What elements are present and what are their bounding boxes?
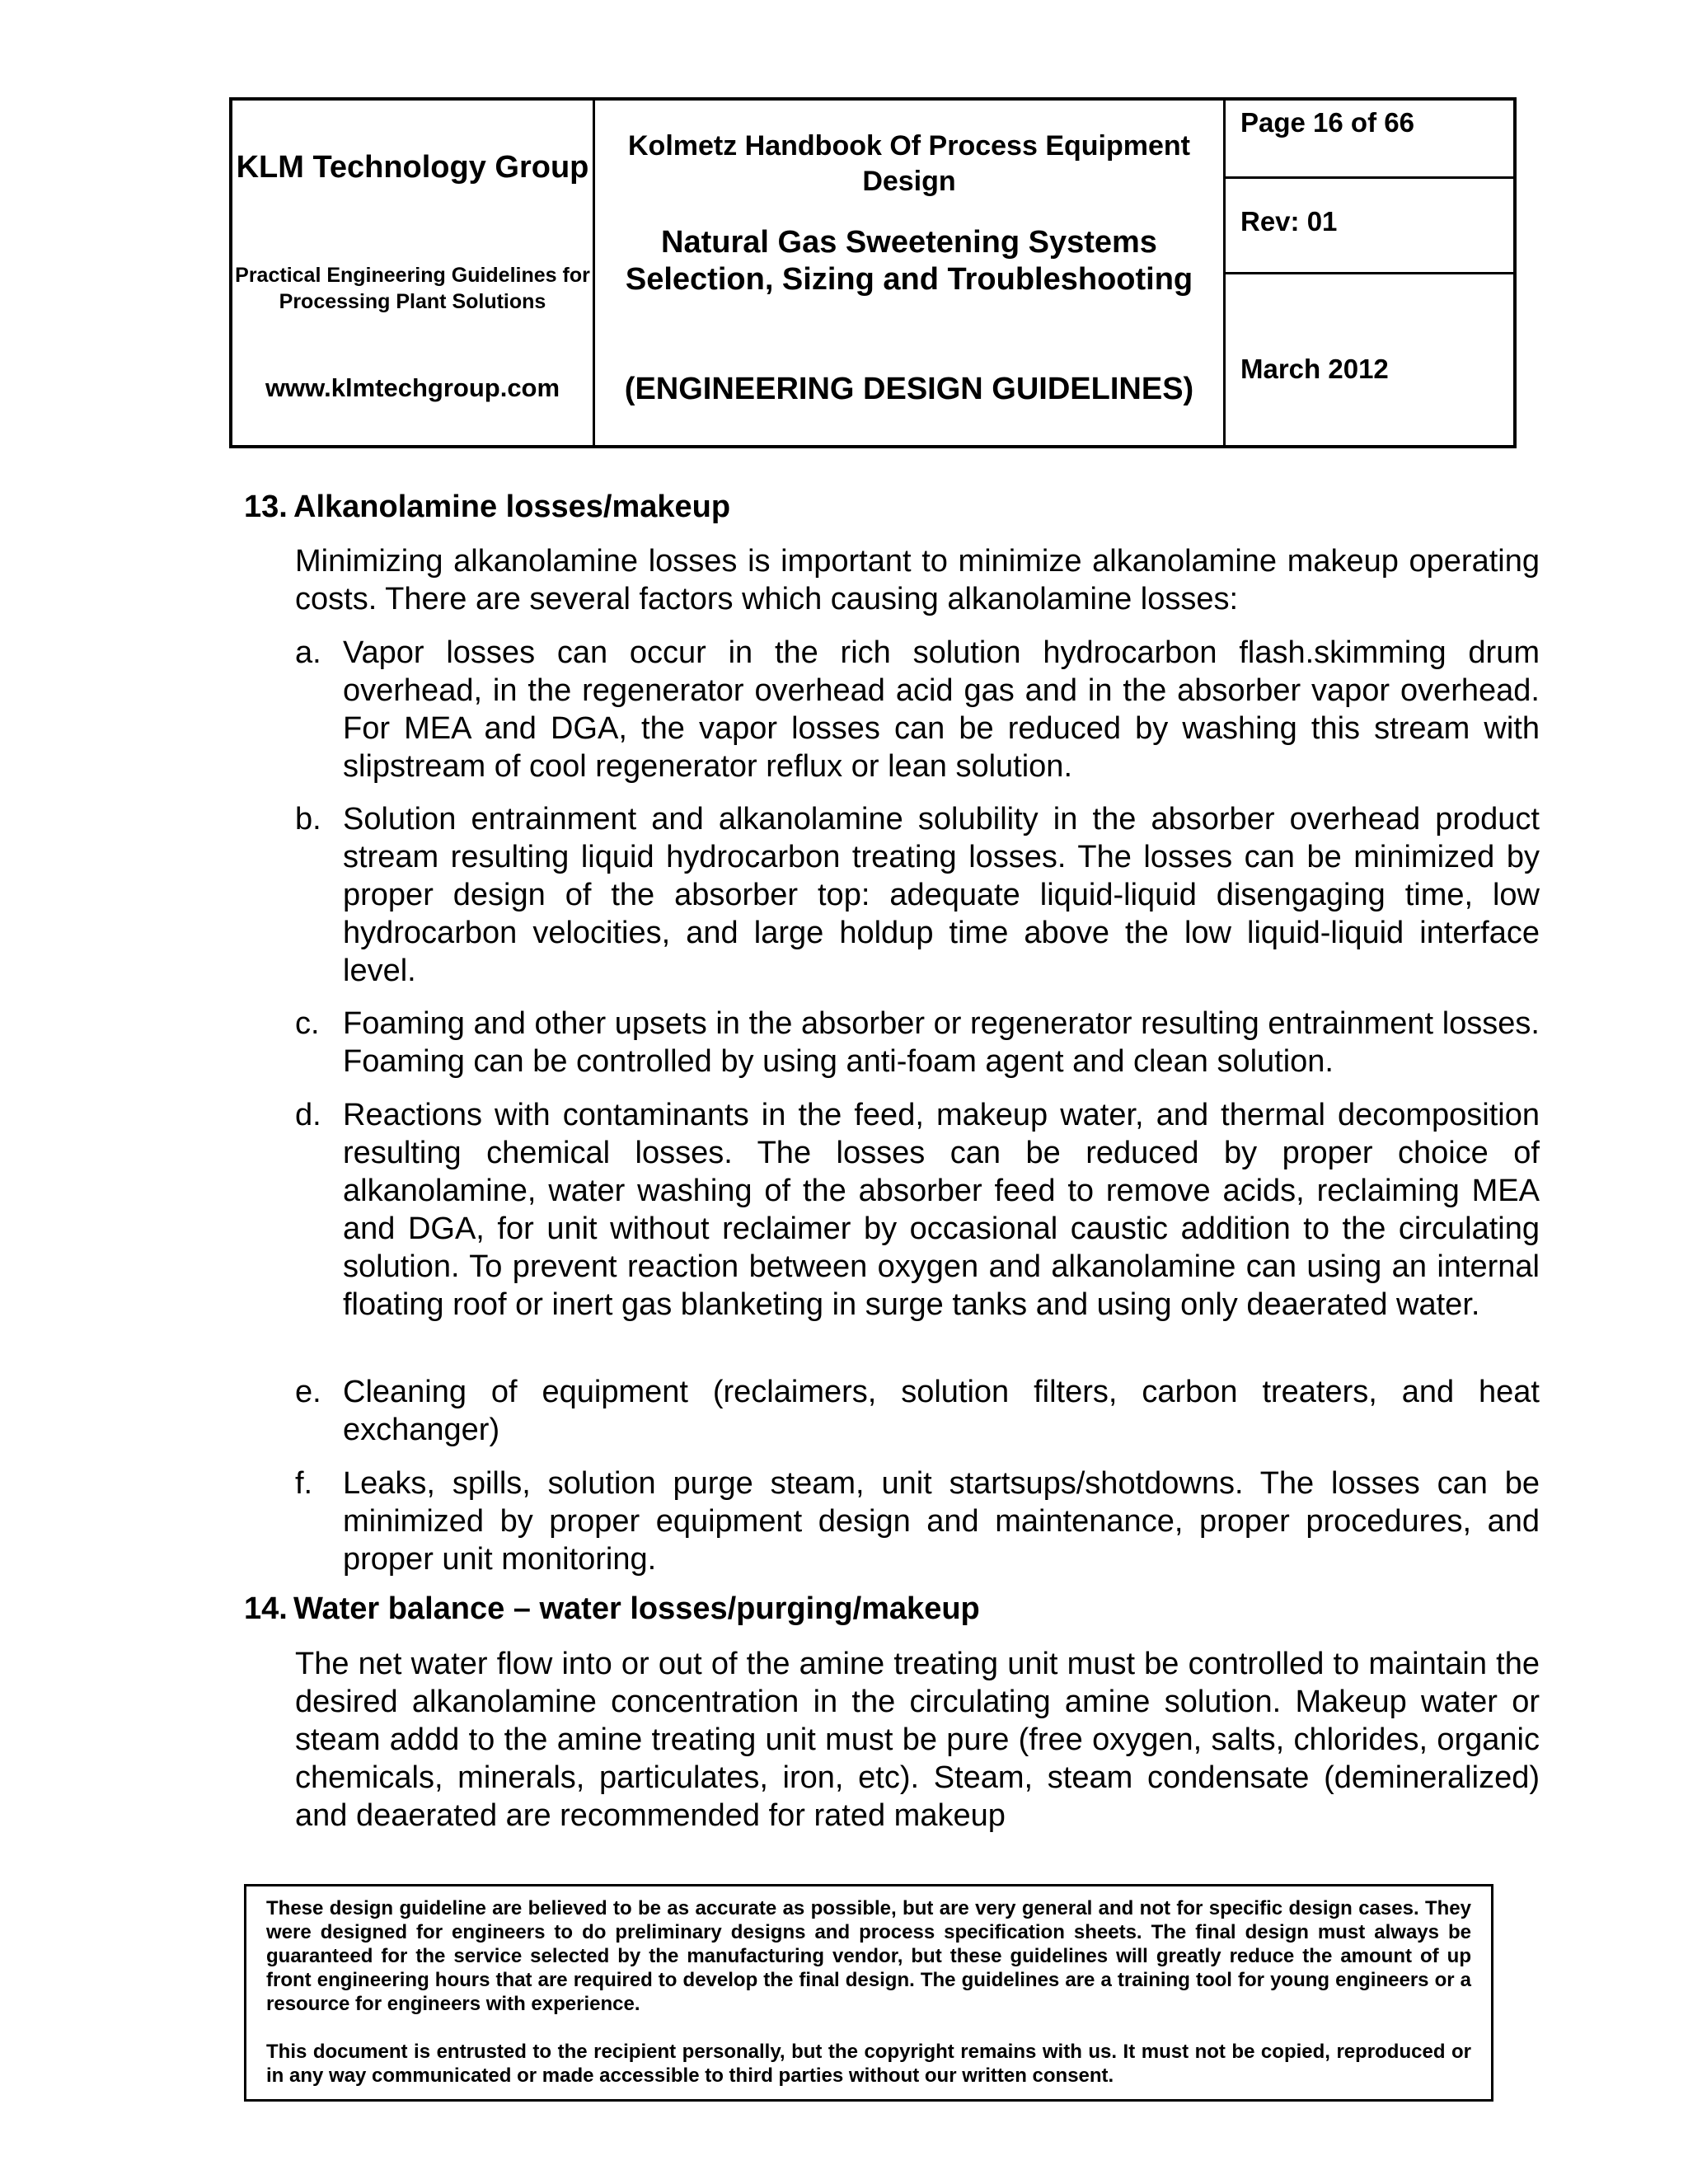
company-tagline: Practical Engineering Guidelines for Processing Plant Solutions	[235, 264, 590, 313]
list-item-label: e.	[295, 1375, 321, 1409]
header-left-cell	[232, 101, 595, 445]
revision: Rev: 01	[1226, 179, 1513, 274]
section-intro: Minimizing alkanolamine losses is important to minimize alkanolamine makeup operating costs. There are several factors which causing alkanolamine losses:	[295, 544, 1540, 616]
section-heading	[244, 488, 730, 526]
list-item-text: Foaming and other upsets in the absorber or regenerator resulting entrainment losses. Foaming can be controlled by using anti-foam agent and clean solution.	[343, 1006, 1540, 1079]
section-title: Alkanolamine losses/makeup	[293, 490, 731, 524]
list-item-label: d.	[295, 1098, 321, 1132]
list-item-text: Solution entrainment and alkanolamine solubility in the absorber overhead product stream resulting liquid hydrocarbon treating losses. The losses can be minimized by proper design of the absorber top: adequate liquid-liquid disengaging time, low hydrocarbon velocities, and large holdup time above the low liquid-liquid interface level.	[343, 802, 1540, 988]
document-header	[229, 97, 1517, 448]
document-date: March 2012	[1240, 354, 1389, 384]
disclaimer-text: These design guideline are believed to be as accurate as possible, but are very general and not for specific design cases. They were designed for engineers to do preliminary designs and process specification sheets. The final design must always be guaranteed for the service selected by the manufacturing vendor, but these guidelines will greatly reduce the amount of up front engineering hours that are required to develop the final design. The guidelines are a training tool for young engineers or a resource for engineers with experience.	[266, 1897, 1471, 2015]
section-title: Water balance – water losses/purging/makeup	[293, 1591, 980, 1626]
page-number: Page 16 of 66	[1226, 101, 1513, 179]
list-item-label: a.	[295, 635, 321, 670]
section-heading	[244, 1590, 980, 1628]
header-right-cell	[1226, 101, 1513, 445]
list-item-text: Leaks, spills, solution purge steam, unit startsups/shotdowns. The losses can be minimized by proper equipment design and maintenance, proper procedures, and proper unit monitoring.	[343, 1466, 1540, 1577]
header-center-cell	[595, 101, 1226, 445]
section-intro: The net water flow into or out of the amine treating unit must be controlled to maintain the desired alkanolamine concentration in the circulating amine solution. Makeup water or steam addd to the amine treating unit must be pure (free oxygen, salts, chlorides, organic chemicals, minerals, particulates, iron, etc). Steam, steam condensate (demineralized) and deaerated are recommended for rated makeup	[295, 1647, 1540, 1833]
copyright-notice: This document is entrusted to the recipient personally, but the copyright remains with us. It must not be copied, reproduced or in any way communicated or made accessible to third parties without our written consent.	[266, 2041, 1471, 2087]
section-number: 13.	[244, 490, 288, 524]
disclaimer-box	[244, 1884, 1493, 2102]
list-item-text: Cleaning of equipment (reclaimers, solution filters, carbon treaters, and heat exchanger)	[343, 1375, 1540, 1447]
document-type: (ENGINEERING DESIGN GUIDELINES)	[624, 372, 1194, 406]
list-item-label: c.	[295, 1006, 320, 1041]
handbook-name: Kolmetz Handbook Of Process Equipment Design	[628, 130, 1190, 197]
section-number: 14.	[244, 1591, 288, 1626]
list-item-text: Reactions with contaminants in the feed, makeup water, and thermal decomposition resulting chemical losses. The losses can be reduced by proper choice of alkanolamine, water washing of the absorber feed to remove acids, reclaiming MEA and DGA, for unit without reclaimer by occasional caustic addition to the circulating solution. To prevent reaction between oxygen and alkanolamine can using an internal floating roof or inert gas blanketing in surge tanks and using only deaerated water.	[343, 1098, 1540, 1322]
document-title: Natural Gas Sweetening Systems Selection, Sizing and Troubleshooting	[625, 225, 1193, 297]
list-item-label: b.	[295, 802, 321, 837]
list-item-text: Vapor losses can occur in the rich solution hydrocarbon flash.skimming drum overhead, in the regenerator overhead acid gas and in the absorber vapor overhead. For MEA and DGA, the vapor losses can be reduced by washing this stream with slipstream of cool regenerator reflux or lean solution.	[343, 635, 1540, 784]
list-item-label: f.	[295, 1466, 313, 1501]
company-website: www.klmtechgroup.com	[265, 373, 560, 402]
company-name: KLM Technology Group	[236, 150, 589, 185]
